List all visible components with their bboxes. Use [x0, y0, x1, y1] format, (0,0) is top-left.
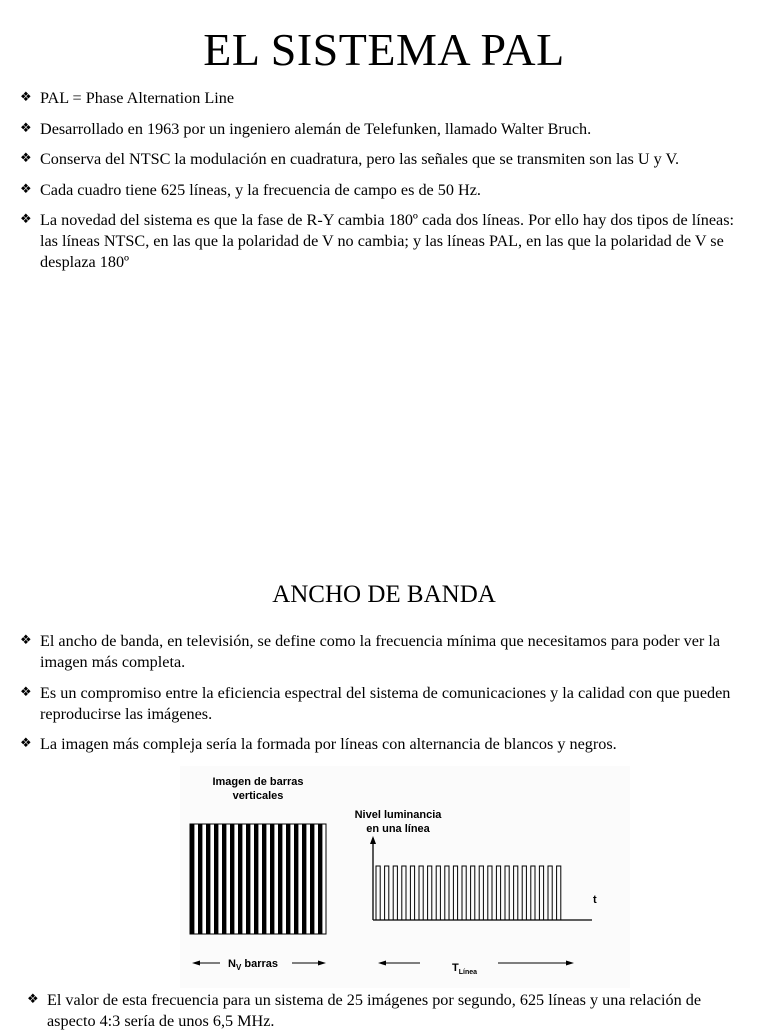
bullet-diamond-icon: ❖	[27, 992, 39, 1007]
tlinea-label	[452, 962, 477, 976]
bullet-diamond-icon: ❖	[20, 151, 32, 166]
black-bar	[214, 824, 218, 934]
bullet-text: La novedad del sistema es que la fase de R-Y cambia 180º cada dos líneas. Por ello hay dos tipos de líneas: las líneas NTSC, en las que la polaridad de V no cambia; y las líneas PAL, en las que la polaridad de V se desplaza 180º	[40, 211, 734, 271]
nv-rest: barras	[241, 958, 278, 970]
bullet-diamond-icon: ❖	[20, 120, 32, 136]
tlinea-subscript: Línea	[458, 969, 478, 976]
luminance-label-line2: en una línea	[366, 823, 430, 835]
tlinea-right-arrowhead	[566, 961, 574, 966]
tlinea-left-arrowhead	[378, 961, 386, 966]
t-axis-label: t	[593, 894, 597, 906]
bullet-list-bandwidth	[20, 631, 740, 765]
black-bar	[310, 824, 314, 934]
bars-label-line2: verticales	[232, 790, 284, 802]
y-axis-arrowhead	[370, 836, 376, 844]
bullet-text: Desarrollado en 1963 por un ingeniero alemán de Telefunken, llamado Walter Bruch.	[40, 119, 592, 138]
bullet-diamond-icon: ❖	[20, 212, 32, 227]
bullet-item	[20, 149, 740, 170]
bullet-text: El ancho de banda, en televisión, se define como la frecuencia mínima que necesitamos para poder ver la imagen más completa.	[40, 632, 721, 671]
black-bar	[246, 824, 250, 934]
nv-right-arrowhead	[318, 961, 326, 966]
bullet-diamond-icon: ❖	[20, 90, 32, 105]
nv-barras-label	[228, 958, 278, 972]
black-bar	[286, 824, 290, 934]
black-bar	[230, 824, 234, 934]
bullet-item	[20, 734, 740, 755]
nv-left-arrowhead	[192, 961, 200, 966]
black-bar	[318, 824, 322, 934]
bullet-text: El valor de esta frecuencia para un sistema de 25 imágenes por segundo, 625 líneas y una relación de aspecto 4:3 sería de unos 6,5 MHz.	[47, 991, 702, 1030]
bullet-diamond-icon: ❖	[20, 181, 32, 197]
black-bar	[278, 824, 282, 934]
bullet-text: Conserva del NTSC la modulación en cuadratura, pero las señales que se transmiten son las U y V.	[40, 150, 680, 168]
black-bar	[222, 824, 226, 934]
nv-main: N	[228, 958, 236, 970]
black-bar	[302, 824, 306, 934]
vertical-bars-image	[190, 824, 326, 934]
slide-title: EL SISTEMA PAL	[203, 24, 565, 75]
bullet-text: Cada cuadro tiene 625 líneas, y la frecuencia de campo es de 50 Hz.	[40, 180, 481, 199]
black-bar	[270, 824, 274, 934]
black-bar	[198, 824, 202, 934]
black-bar	[254, 824, 258, 934]
black-bar	[238, 824, 242, 934]
section-title: ANCHO DE BANDA	[272, 581, 496, 608]
bullet-list-final	[27, 990, 747, 1032]
bullet-diamond-icon: ❖	[20, 736, 32, 751]
bullet-item	[20, 119, 740, 140]
bullet-diamond-icon: ❖	[20, 633, 32, 648]
bullet-text: Es un compromiso entre la eficiencia espectral del sistema de comunicaciones y la calidad con que pueden reproducirse las imágenes.	[40, 683, 731, 723]
nv-subscript: V	[235, 963, 242, 972]
black-bar	[262, 824, 266, 934]
bullet-item	[27, 990, 747, 1032]
bullet-text: PAL = Phase Alternation Line	[40, 89, 235, 107]
bullet-item	[20, 683, 740, 725]
bullet-list-pal	[20, 88, 740, 283]
bullet-item	[20, 180, 740, 201]
bullet-text: La imagen más compleja sería la formada por líneas con alternancia de blancos y negros.	[40, 735, 617, 753]
bullet-item	[20, 210, 740, 273]
bullet-diamond-icon: ❖	[20, 684, 32, 700]
figure-canvas	[180, 766, 630, 988]
luminance-pulse-train	[376, 866, 565, 920]
tlinea-main: T	[452, 962, 459, 974]
luminance-label-line1: Nivel luminancia	[354, 809, 442, 821]
black-bar	[206, 824, 210, 934]
black-bar	[294, 824, 298, 934]
bullet-item	[20, 88, 740, 109]
bars-label-line1: Imagen de barras	[212, 776, 304, 788]
bars-and-luminance-figure	[180, 766, 630, 988]
black-bar	[190, 824, 194, 934]
bullet-item	[20, 631, 740, 673]
